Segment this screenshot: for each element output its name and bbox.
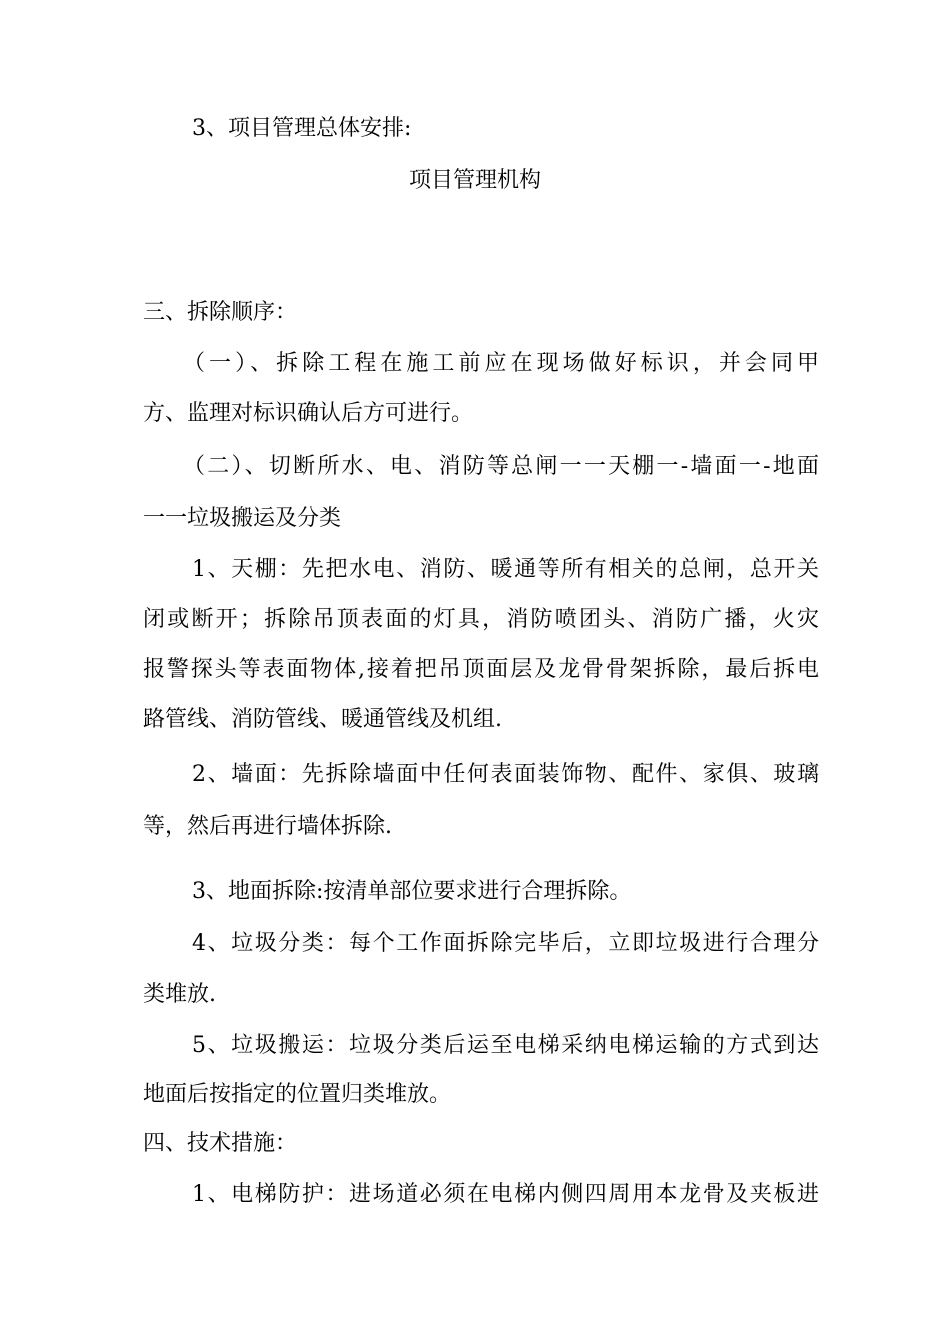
list-item-line: 1、天棚：先把水电、消防、暖通等所有相关的总闸，总开关	[192, 557, 819, 582]
paragraph-line: 一一垃圾搬运及分类	[143, 506, 342, 531]
list-item-line: 路管线、消防管线、暖通管线及机组.	[143, 707, 502, 732]
list-item-line: 等，然后再进行墙体拆除.	[143, 814, 392, 839]
paragraph-line: （二）、切断所水、电、消防等总闸一一天棚一-墙面一-地面	[183, 454, 819, 479]
center-title: 项目管理机构	[408, 168, 541, 193]
section-heading-technical-measures: 四、技术措施：	[143, 1131, 298, 1156]
list-item-line: 2、墙面：先拆除墙面中任何表面装饰物、配件、家俱、玻璃	[192, 762, 819, 787]
list-item-line: 4、垃圾分类：每个工作面拆除完毕后，立即垃圾进行合理分	[192, 931, 819, 956]
paragraph-line: 方、监理对标识确认后方可进行。	[143, 401, 474, 426]
list-item-line: 闭或断开；拆除吊顶表面的灯具，消防喷团头、消防广播，火灾	[143, 607, 819, 632]
section-heading-demolition-order: 三、拆除顺序：	[143, 300, 298, 325]
list-item-line: 类堆放.	[143, 982, 216, 1007]
list-item-line: 1、电梯防护：进场道必须在电梯内侧四周用本龙骨及夹板进	[192, 1182, 819, 1207]
paragraph-line: （一）、拆除工程在施工前应在现场做好标识，并会同甲	[183, 351, 819, 376]
list-item-line: 3、地面拆除:按清单部位要求进行合理拆除。	[192, 879, 632, 904]
list-item-line: 报警探头等表面物体,接着把吊顶面层及龙骨骨架拆除，最后拆电	[143, 657, 819, 682]
sub-heading: 3、项目管理总体安排:	[192, 116, 412, 141]
list-item-line: 5、垃圾搬运：垃圾分类后运至电梯采纳电梯运输的方式到达	[192, 1033, 819, 1058]
list-item-line: 地面后按指定的位置归类堆放。	[143, 1082, 452, 1107]
